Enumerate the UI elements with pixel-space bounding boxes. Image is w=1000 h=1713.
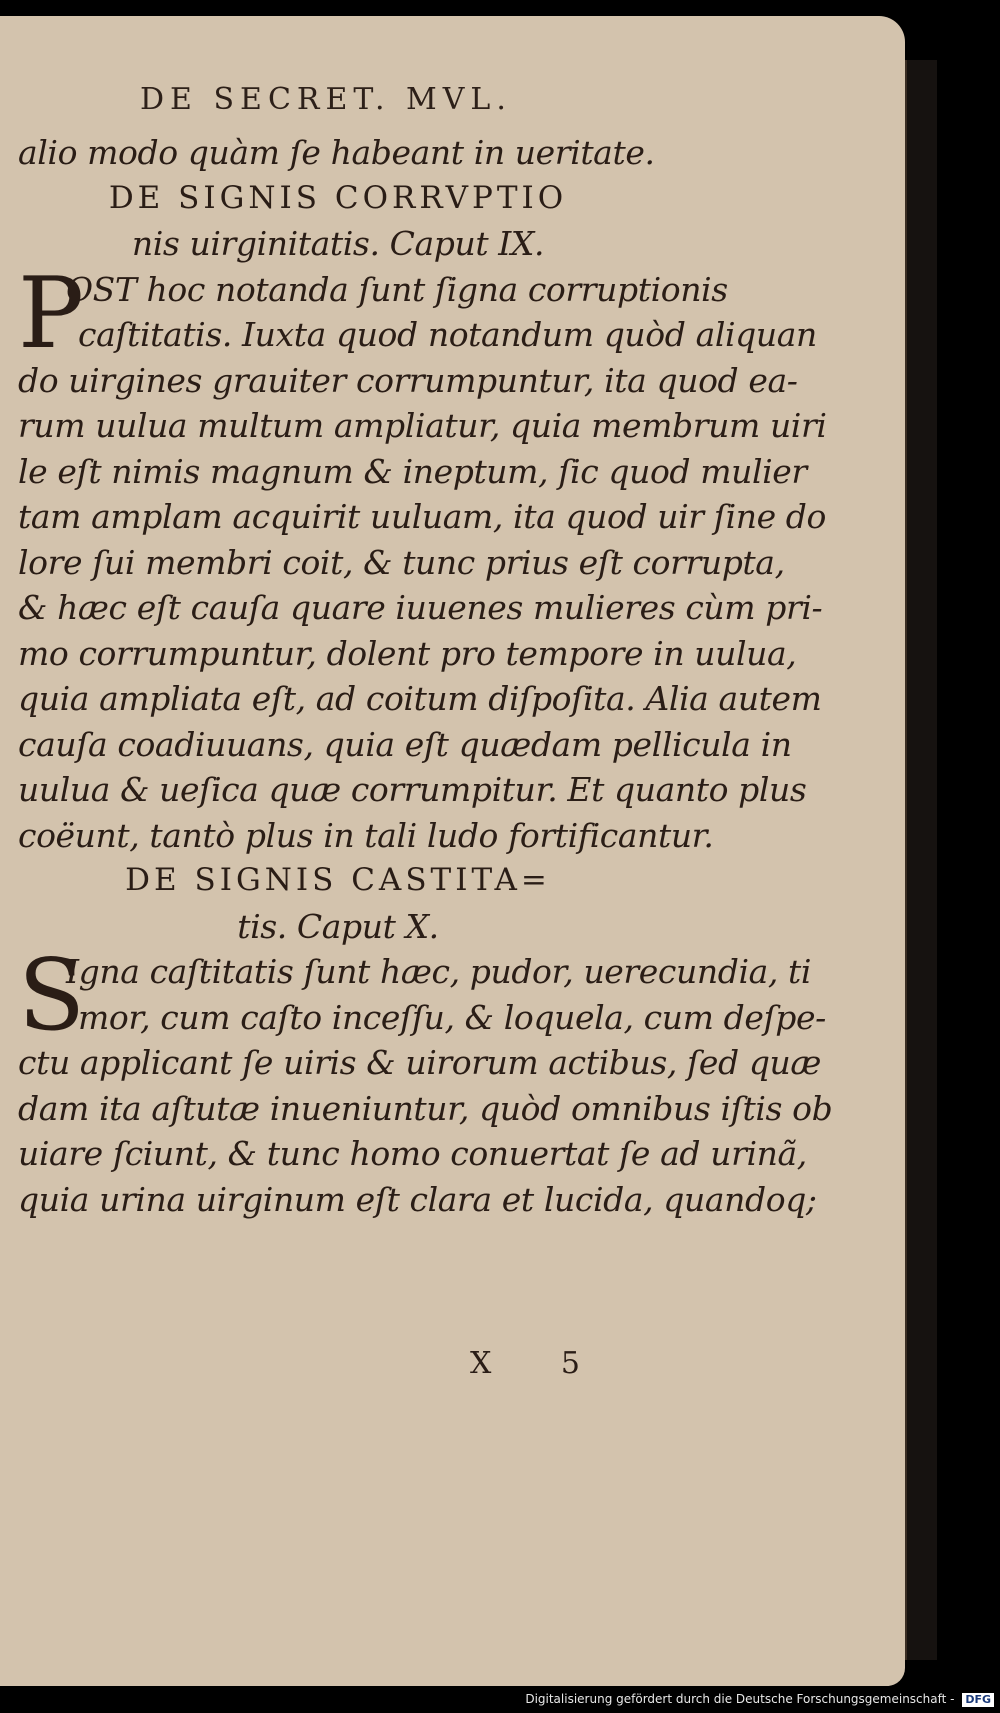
text-line: coëunt, tantò plus in tali ludo fortificantur. (18, 815, 714, 855)
dfg-logo[interactable]: DFG (962, 1693, 994, 1707)
paragraph (18, 939, 833, 1222)
drop-cap: S (18, 939, 85, 1053)
text-line: cauſa coadiuuans, quia eſt quædam pellicula in (18, 724, 792, 764)
footer-credit: Digitalisierung gefördert durch die Deutsche Forschungsgemeinschaft - (525, 1692, 955, 1706)
text-line: dam ita aſtutæ inueniuntur, quòd omnibus iſtis ob (18, 1088, 833, 1128)
footer-bar (0, 1686, 1000, 1713)
text-line: quia ampliata eſt, ad coitum diſpoſita. Alia autem (18, 679, 822, 718)
text-line: quia urina uirginum eſt clara et lucida, quandoq; (18, 1179, 817, 1219)
chapter-heading: DE SIGNIS CASTITA= (125, 862, 551, 898)
text-line: uulua & ueſica quæ corrumpitur. Et quanto plus (18, 770, 807, 809)
text-line: rum uulua multum ampliatur, quia membrum uiri (18, 406, 827, 445)
text-line: Igna caſtitatis ſunt hæc, pudor, uerecundia, ti (66, 952, 812, 991)
text-line: uiare ſciunt, & tunc homo conuertat ſe ad urinã, (18, 1134, 807, 1173)
text-line: & hæc eſt cauſa quare iuuenes mulieres cùm pri- (18, 588, 823, 627)
text-line: do uirgines grauiter corrumpuntur, ita quod ea- (18, 360, 798, 400)
text-line: lore ſui membri coit, & tunc prius eſt corrupta, (18, 542, 785, 582)
chapter-heading: DE SIGNIS CORRVPTIO (108, 179, 568, 216)
text-line: mo corrumpuntur, dolent pro tempore in uulua, (18, 633, 797, 673)
text-line: caſtitatis. Iuxta quod notandum quòd aliquan (78, 315, 817, 354)
text-line: tam amplam acquirit uuluam, ita quod uir ſine do (18, 497, 826, 536)
text-line: alio modo quàm ſe habeant in ueritate. (18, 133, 655, 172)
page-edge (905, 60, 937, 1660)
running-header: DE SECRET. MVL. (140, 82, 512, 117)
page-text (18, 130, 833, 1222)
chapter-subheading: nis uirginitatis. Caput IX. (131, 224, 545, 263)
paragraph (18, 256, 827, 859)
text-line: ctu applicant ſe uiris & uirorum actibus, ſed quæ (18, 1043, 822, 1082)
text-line: le eſt nimis magnum & ineptum, ſic quod mulier (18, 451, 807, 491)
signature-mark: X 5 (470, 1346, 610, 1381)
text-line: OST hoc notanda ſunt ſigna corruptionis (66, 269, 728, 309)
text-line: mor, cum caſto inceſſu, & loquela, cum deſpe- (78, 997, 826, 1037)
drop-cap: P (18, 256, 84, 371)
book-page (0, 16, 905, 1686)
chapter-subheading: tis. Caput X. (237, 906, 439, 946)
